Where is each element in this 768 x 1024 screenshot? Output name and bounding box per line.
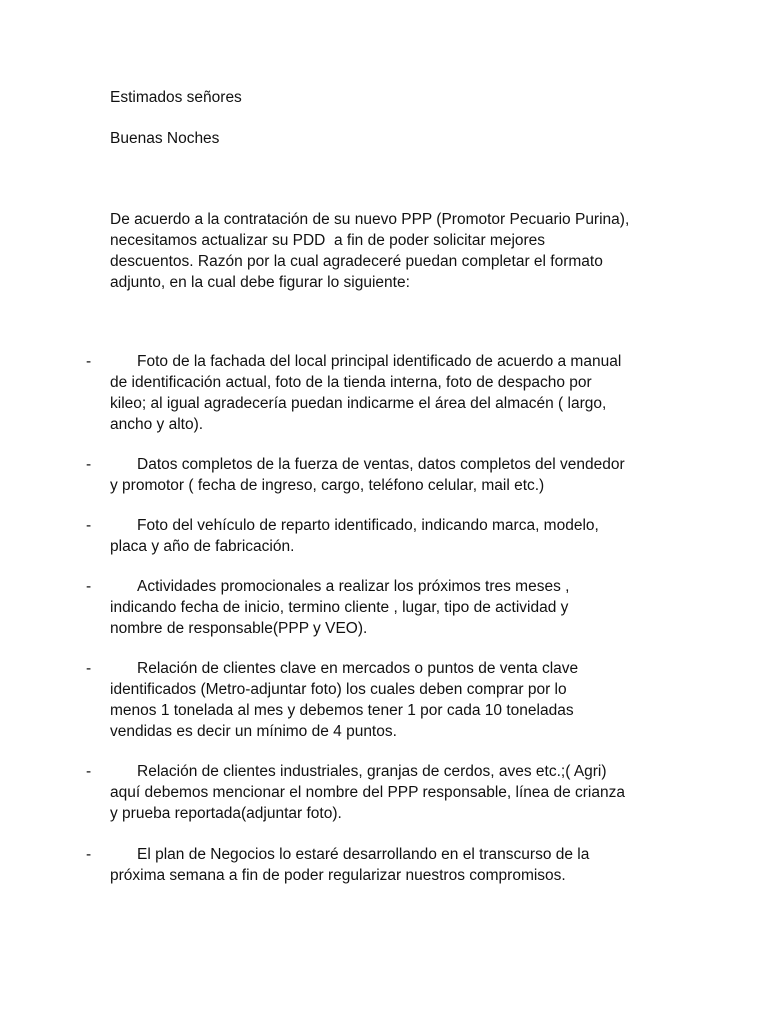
list-item [110, 844, 680, 886]
list-item-line: Datos completos de la fuerza de ventas, datos completos del vendedor [137, 456, 625, 473]
list-item-line: placa y año de fabricación. [110, 538, 295, 555]
list-item-line: indicando fecha de inicio, termino cliente , lugar, tipo de actividad y [110, 599, 569, 616]
list-item-line: aquí debemos mencionar el nombre del PPP responsable, línea de crianza [110, 784, 625, 801]
list-item [110, 515, 680, 557]
list-item-line: Relación de clientes clave en mercados o puntos de venta clave [137, 660, 579, 677]
bullet-dash: - [86, 578, 92, 595]
intro-line: adjunto, en la cual debe figurar lo siguiente: [110, 274, 410, 291]
list-item-line: El plan de Negocios lo estaré desarrollando en el transcurso de la [137, 846, 590, 863]
list-item [110, 761, 680, 824]
list-item-line: kileo; al igual agradecería puedan indicarme el área del almacén ( largo, [110, 395, 607, 412]
bullet-dash: - [86, 660, 92, 677]
greeting: Estimados señores [110, 89, 242, 106]
list-item-line: ancho y alto). [110, 416, 204, 433]
list-item-line: próxima semana a fin de poder regularizar nuestros compromisos. [110, 867, 566, 884]
list-item-line: nombre de responsable(PPP y VEO). [110, 620, 368, 637]
list-item [110, 351, 680, 435]
bullet-dash: - [86, 456, 92, 473]
bullet-dash: - [86, 353, 92, 370]
list-item-line: y promotor ( fecha de ingreso, cargo, teléfono celular, mail etc.) [110, 477, 545, 494]
list-item [110, 658, 680, 742]
intro-line: necesitamos actualizar su PDD a fin de poder solicitar mejores [110, 232, 546, 249]
bullet-dash: - [86, 517, 92, 534]
bullet-dash: - [86, 763, 92, 780]
list-item-line: Foto del vehículo de reparto identificado, indicando marca, modelo, [137, 517, 599, 534]
list-item-line: identificados (Metro-adjuntar foto) los cuales deben comprar por lo [110, 681, 567, 698]
list-item-line: de identificación actual, foto de la tienda interna, foto de despacho por [110, 374, 592, 391]
list-item-line: y prueba reportada(adjuntar foto). [110, 805, 342, 822]
list-item [110, 454, 680, 496]
list-item-line: Relación de clientes industriales, granjas de cerdos, aves etc.;( Agri) [137, 763, 607, 780]
intro-line: De acuerdo a la contratación de su nuevo PPP (Promotor Pecuario Purina), [110, 211, 630, 228]
list-item [110, 576, 680, 639]
list-item-line: Actividades promocionales a realizar los próximos tres meses , [137, 578, 570, 595]
bullet-dash: - [86, 846, 92, 863]
list-item-line: menos 1 tonelada al mes y debemos tener 1 por cada 10 toneladas [110, 702, 574, 719]
list-item-line: Foto de la fachada del local principal identificado de acuerdo a manual [137, 353, 622, 370]
intro-paragraph [110, 209, 680, 293]
list-item-line: vendidas es decir un mínimo de 4 puntos. [110, 723, 397, 740]
salutation: Buenas Noches [110, 130, 220, 147]
intro-line: descuentos. Razón por la cual agradeceré puedan completar el formato [110, 253, 603, 270]
